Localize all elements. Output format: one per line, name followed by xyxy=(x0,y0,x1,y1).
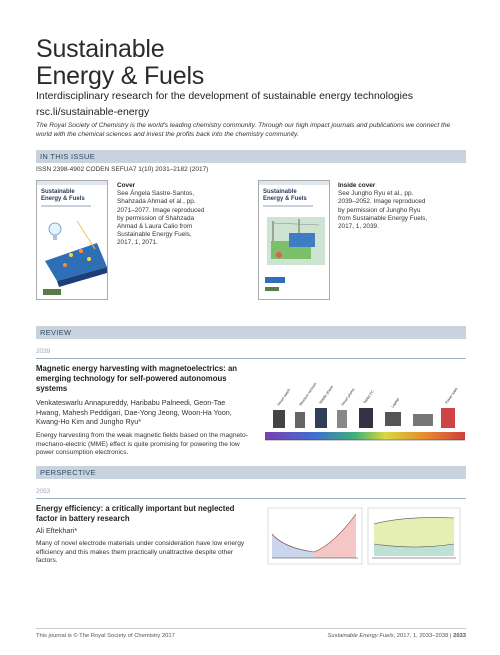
inside-cover-image-title2: Energy & Fuels xyxy=(263,195,307,202)
issn-line: ISSN 2398-4902 CODEN SEFUA7 1(10) 2031–2182 (2017) xyxy=(36,166,209,173)
cover-image xyxy=(36,180,108,300)
footer-divider xyxy=(36,628,466,629)
perspective-bar: PERSPECTIVE xyxy=(36,466,466,479)
perspective-abstract: Many of novel electrode materials under consideration have low energy efficiency and this makes them practically unattractive despite other factors. xyxy=(36,540,245,565)
figure-label: Wireless sensors xyxy=(298,381,318,407)
cover-image-title1: Sustainable xyxy=(41,189,75,195)
journal-title-line2: Energy & Fuels xyxy=(36,62,205,90)
cover-illustration xyxy=(37,181,108,300)
review-abstract: Energy harvesting from the weak magnetic fields based on the magneto-mechano-electric (MME) effect is quite promising for powering the low power consumption electronics. xyxy=(36,432,248,457)
review-divider xyxy=(36,358,466,359)
review-authors: Venkateswarlu Annapureddy, Haribabu Palneedi, Geon-Tae Hwang, Mahesh Peddigari, Dae-Yong Jeong, Woon-Ha Yoon, Kwang-Ho Kim and Jungho Ryu* xyxy=(36,398,232,426)
tagline: Interdisciplinary research for the development of sustainable energy technologies xyxy=(36,90,414,102)
inside-cover-label: Inside cover xyxy=(338,182,376,189)
review-bar: REVIEW xyxy=(36,326,466,339)
inside-cover-caption xyxy=(338,182,428,231)
device-icon xyxy=(413,414,433,426)
device-icon xyxy=(337,410,347,428)
review-figure xyxy=(265,372,465,464)
perspective-page-number: 2053 xyxy=(36,488,51,495)
device-icon xyxy=(295,412,305,428)
perspective-figure xyxy=(264,504,464,570)
journal-title-line1: Sustainable xyxy=(36,35,165,63)
inside-cover-image-title1: Sustainable xyxy=(263,189,297,195)
figure-label: Power tools xyxy=(444,386,459,405)
figure-label: Laptop xyxy=(390,397,401,409)
footer-journal: Sustainable Energy Fuels xyxy=(327,633,394,639)
cover-text: See Ángela Sastre-Santos, Shahzada Ahmad et al., pp. 2071–2077. Image reproduced by permission of Shahzada Ahmad & Laura Calio from Sustainable Energy Fuels, 2017, 1, 2071. xyxy=(117,190,205,247)
cover-image-title2: Energy & Fuels xyxy=(41,195,85,202)
power-spectrum-bar xyxy=(265,432,465,440)
device-icon xyxy=(385,412,401,426)
footer-page-number: 2033 xyxy=(453,633,466,639)
in-this-issue-bar: IN THIS ISSUE xyxy=(36,150,466,163)
review-title[interactable]: Magnetic energy harvesting with magnetoelectrics: an emerging technology for self-powered autonomous systems xyxy=(36,364,238,393)
inside-cover-text: See Jungho Ryu et al., pp. 2039–2052. Image reproduced by permission of Jungho Ryu from Sustainable Energy Fuels, 2017, 1, 2039. xyxy=(338,190,428,231)
figure-label: Smart watch xyxy=(276,387,292,407)
device-icon xyxy=(273,410,285,428)
device-icon xyxy=(359,408,373,428)
inside-cover-image xyxy=(258,180,330,300)
review-page-number: 2039 xyxy=(36,348,51,355)
figure-label: Smart phone xyxy=(340,387,356,407)
footer-copyright: This journal is © The Royal Society of Chemistry 2017 xyxy=(36,633,175,639)
footer-volume-pages: , 2017, 1, 2033–2038 | xyxy=(393,633,452,639)
cover-caption xyxy=(117,182,207,248)
discharge-area xyxy=(272,534,314,558)
figure-label: Mobile phone xyxy=(318,384,335,405)
perspective-title[interactable]: Energy efficiency: a critically important but neglected factor in battery research xyxy=(36,504,235,523)
cover-label: Cover xyxy=(117,182,136,189)
journal-url[interactable]: rsc.li/sustainable-energy xyxy=(36,106,150,118)
charge-area xyxy=(314,514,356,558)
inside-cover-illustration xyxy=(259,181,330,300)
figure-label: Tablet PC xyxy=(362,389,375,405)
perspective-authors: Ali Eftekhari* xyxy=(36,526,78,535)
journal-title xyxy=(36,36,204,90)
rsc-blurb: The Royal Society of Chemistry is the world's leading chemistry community. Through our high impact journals and publications we connect the world with the chemical sciences and invest the profits back into the chemistry community. xyxy=(36,122,451,138)
footer-citation xyxy=(327,633,466,639)
device-icon xyxy=(441,408,455,428)
perspective-divider xyxy=(36,498,466,499)
device-icon xyxy=(315,408,327,428)
charge-area xyxy=(374,518,454,547)
